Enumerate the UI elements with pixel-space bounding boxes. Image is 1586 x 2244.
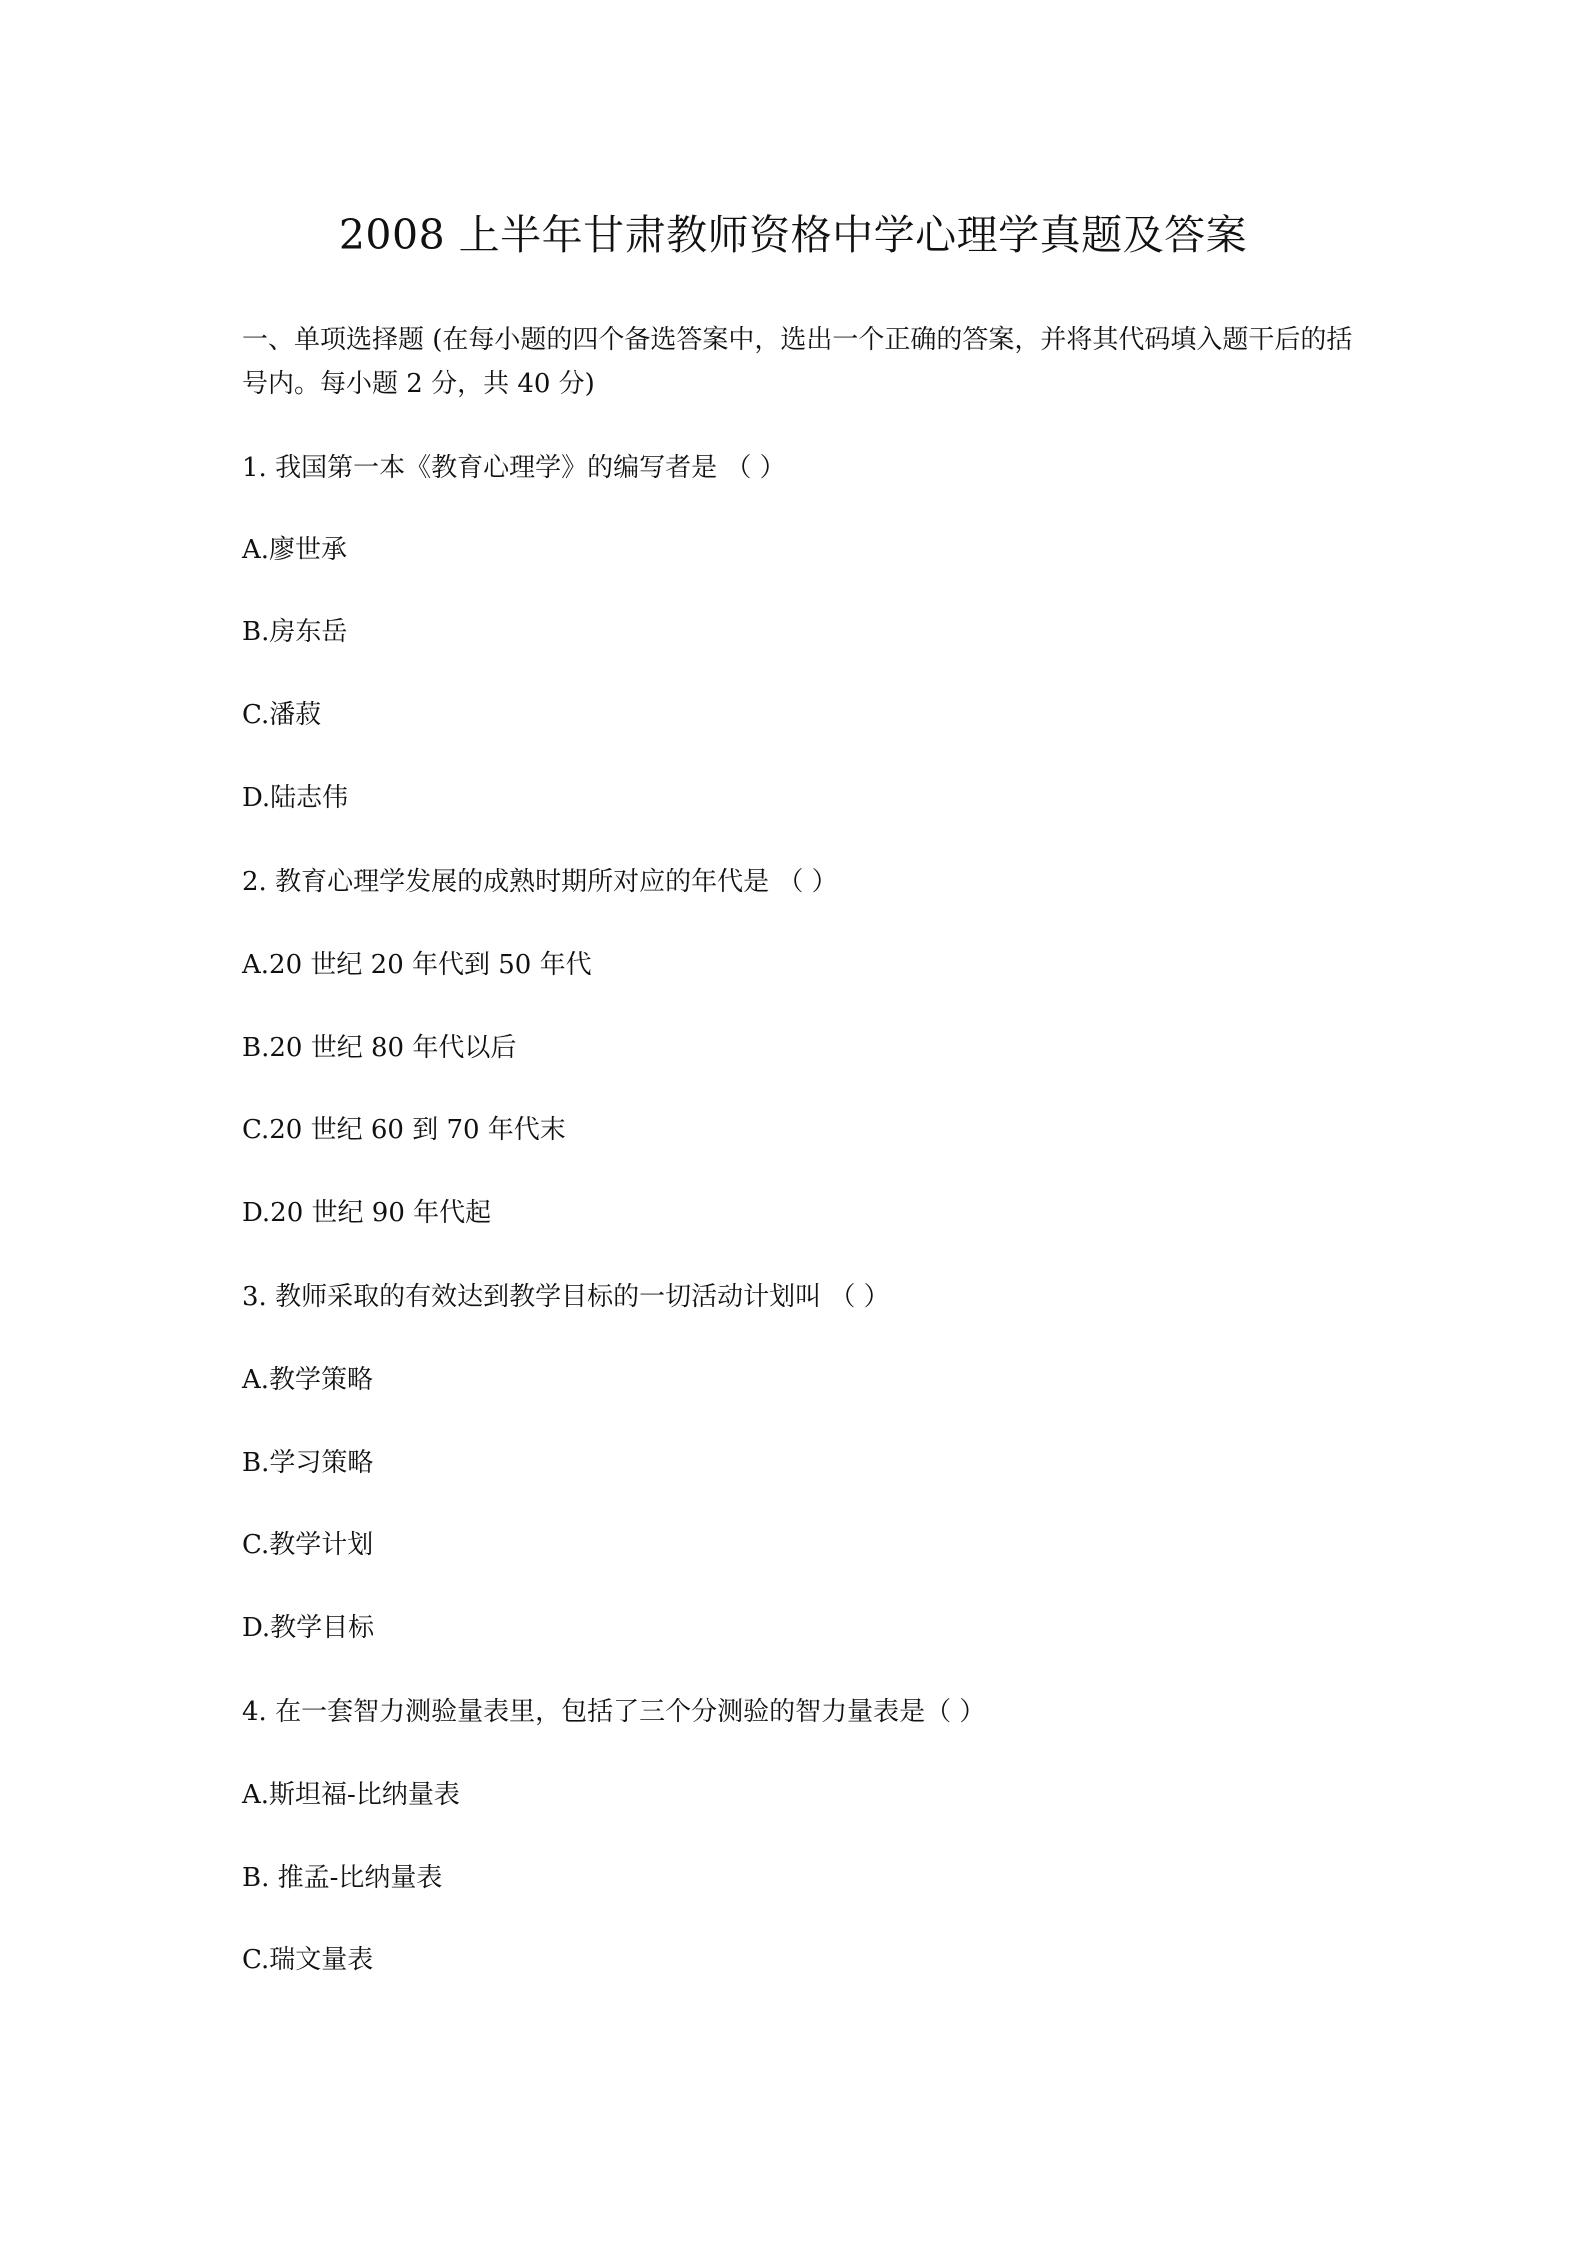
answer-option: A.廖世承	[242, 535, 348, 565]
answer-option: B. 推孟-比纳量表	[242, 1863, 443, 1893]
answer-option: C.潘菽	[242, 700, 322, 730]
answer-option: D.20 世纪 90 年代起	[242, 1198, 492, 1228]
answer-option: B.房东岳	[242, 617, 348, 647]
answer-option: C.瑞文量表	[242, 1945, 374, 1975]
section-instructions: 一、单项选择题 (在每小题的四个备选答案中，选出一个正确的答案，并将其代码填入题干后的括号内。每小题 2 分，共 40 分)	[242, 325, 1353, 399]
question-stem: 2. 教育心理学发展的成熟时期所对应的年代是 （ ）	[242, 867, 838, 897]
answer-option: B.20 世纪 80 年代以后	[242, 1033, 517, 1063]
page-title: 2008 上半年甘肃教师资格中学心理学真题及答案	[338, 211, 1248, 259]
answer-option: A.斯坦福-比纳量表	[242, 1780, 460, 1810]
answer-option: B.学习策略	[242, 1448, 374, 1478]
answer-option: C.20 世纪 60 到 70 年代末	[242, 1115, 566, 1145]
question-stem: 3. 教师采取的有效达到教学目标的一切活动计划叫 （ ）	[242, 1282, 890, 1312]
answer-option: A.教学策略	[242, 1365, 374, 1395]
question-stem: 4. 在一套智力测验量表里，包括了三个分测验的智力量表是（ ）	[242, 1697, 986, 1727]
answer-option: A.20 世纪 20 年代到 50 年代	[242, 950, 592, 980]
answer-option: D.教学目标	[242, 1613, 375, 1643]
question-stem: 1. 我国第一本《教育心理学》的编写者是 （ ）	[242, 453, 786, 483]
answer-option: C.教学计划	[242, 1530, 374, 1560]
answer-option: D.陆志伟	[242, 783, 349, 813]
